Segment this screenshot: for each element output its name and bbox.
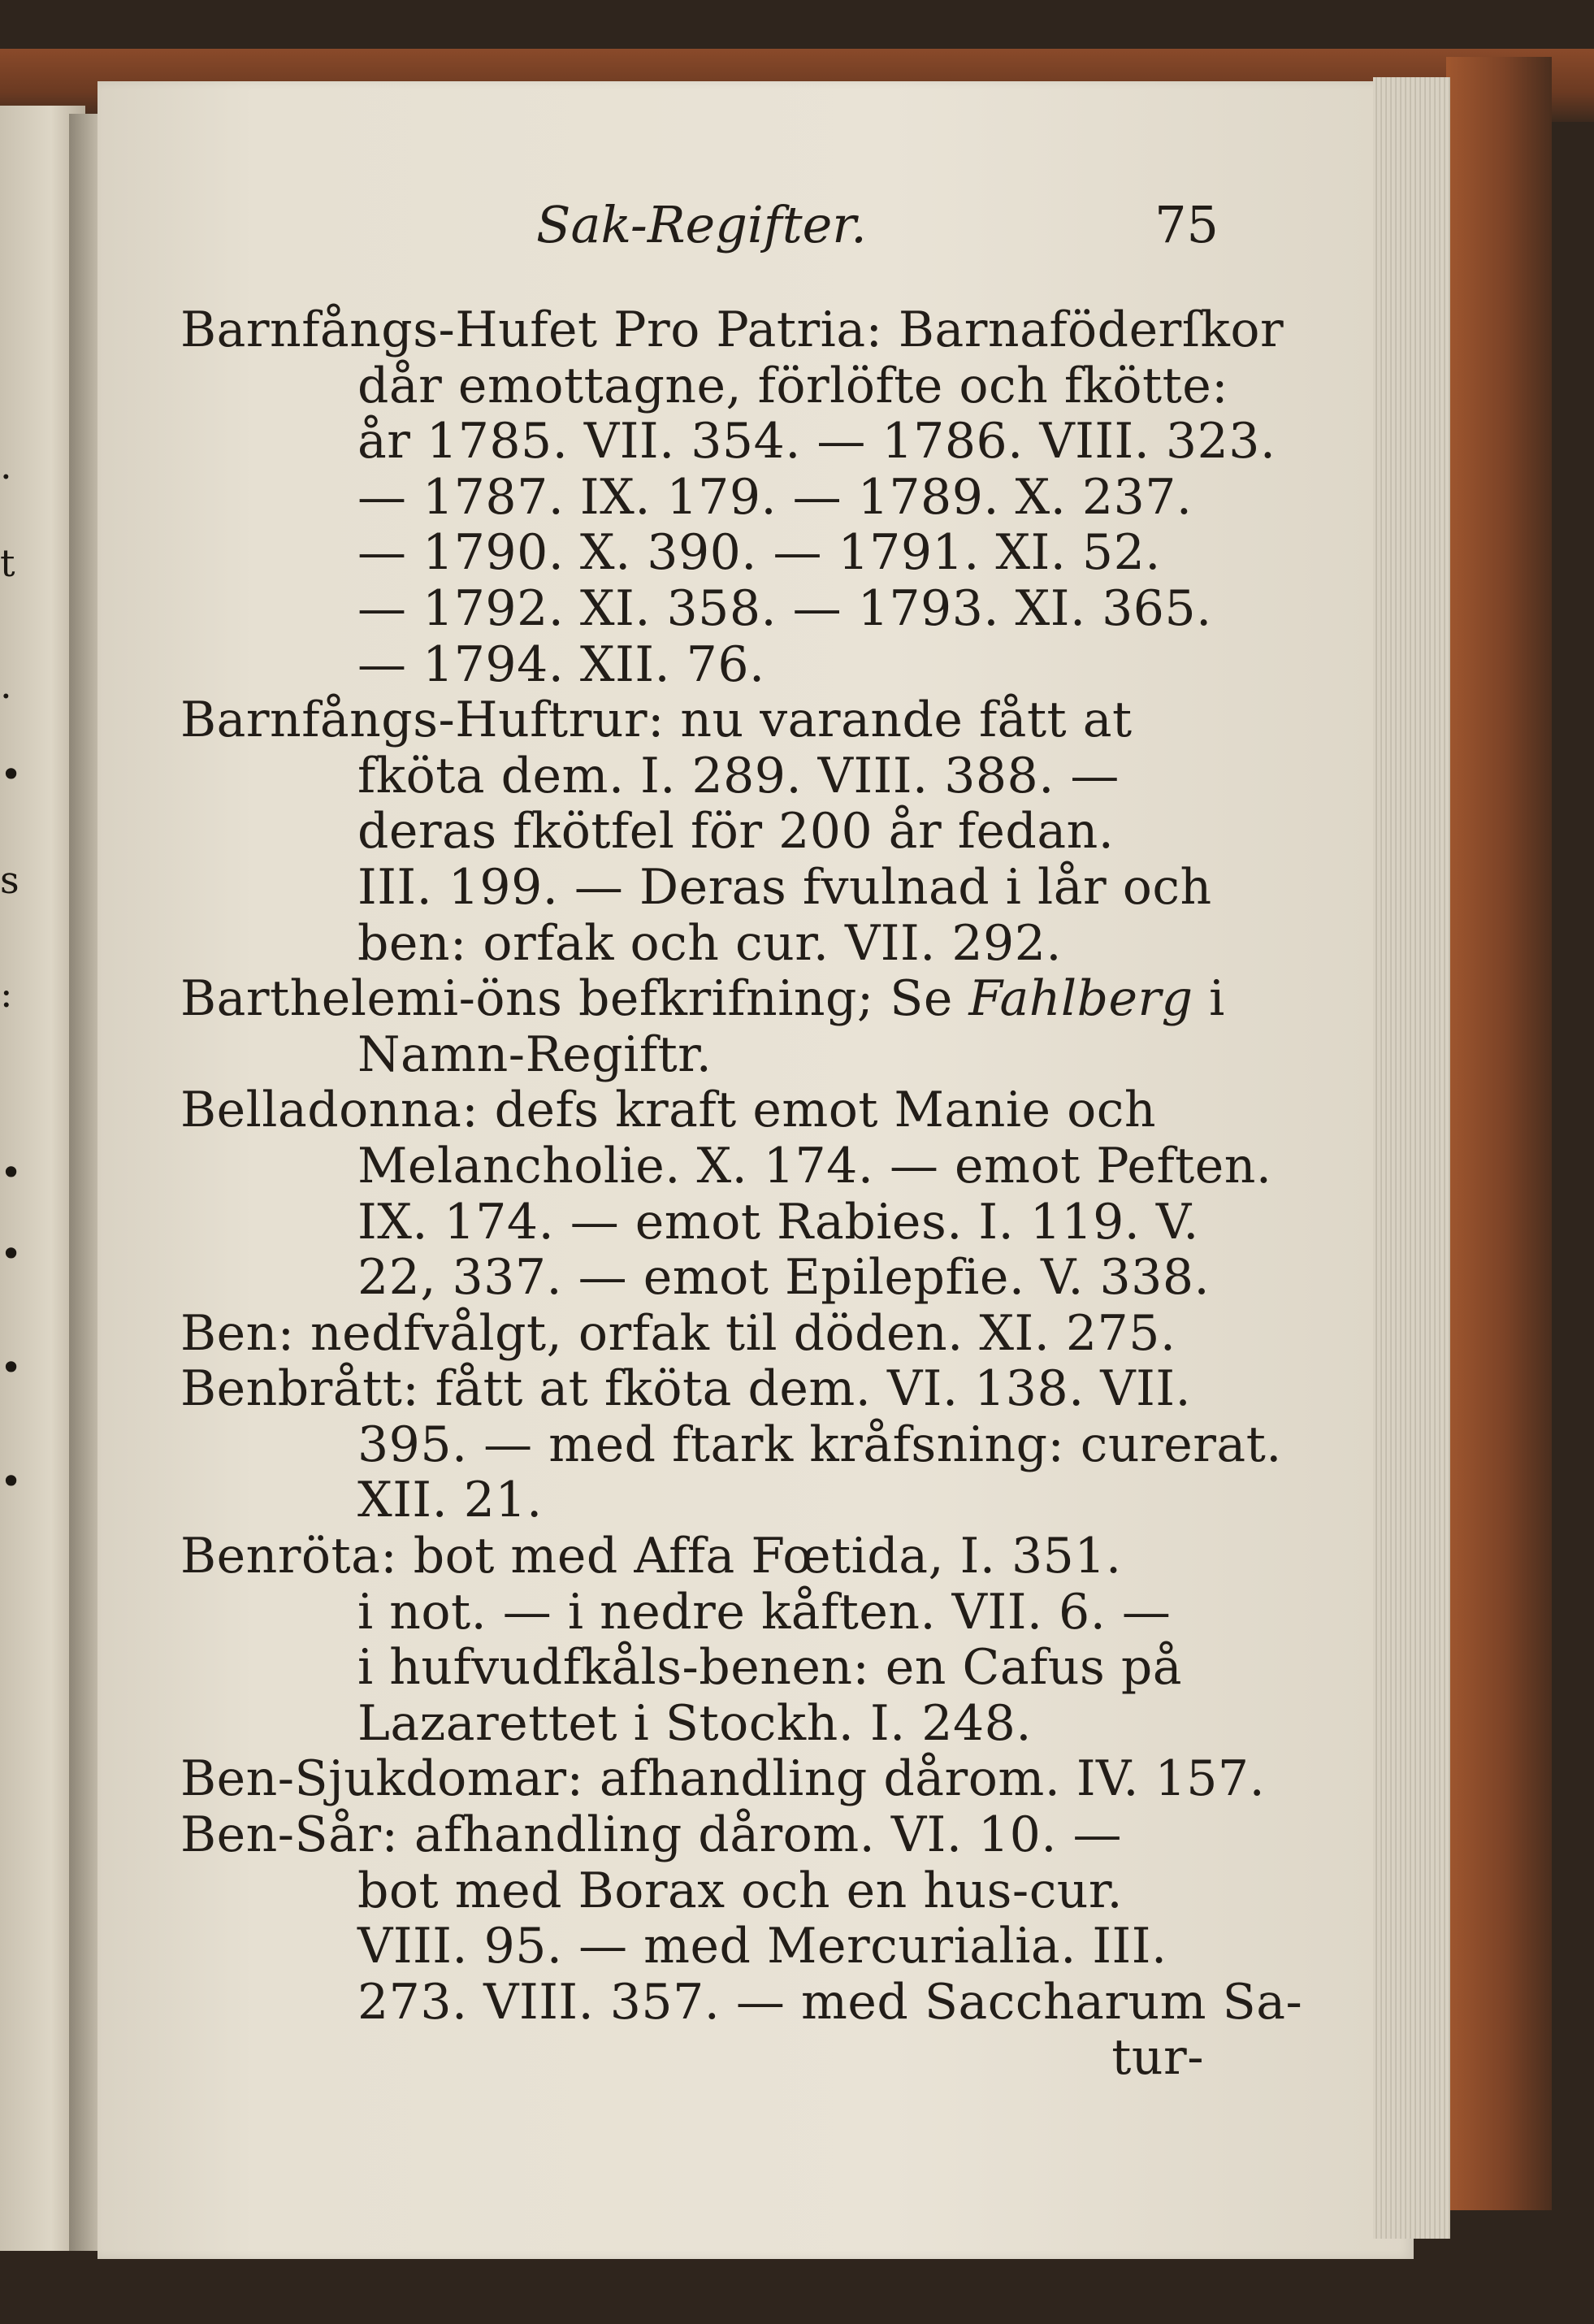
line-text: Ben-Sjukdomar: afhandling dårom. IV. 157. (180, 1750, 1266, 1808)
line-text: Namn-Regiftr. (357, 1025, 713, 1083)
index-continuation-line (180, 637, 1204, 693)
line-text: i hufvudfkåls-benen: en Cafus på (357, 1639, 1183, 1697)
index-continuation-line (180, 1696, 1204, 1752)
line-tail: i (1193, 970, 1225, 1028)
line-text: fköta dem. I. 289. VIII. 388. — (357, 747, 1120, 804)
index-continuation-line (180, 1919, 1204, 1975)
facing-page-mark: • (0, 1232, 23, 1276)
index-continuation-line (180, 579, 1212, 637)
line-text: tur- (1111, 2029, 1204, 2087)
line-text: dår emottagne, förlöfte och fkötte: (357, 357, 1228, 414)
index-entry-line (180, 1082, 1204, 1138)
index-continuation-line (180, 916, 1204, 972)
line-text: Barthelemi-öns befkrifning; Se (180, 970, 969, 1028)
index-continuation-line (180, 525, 1204, 581)
index-entry-line (180, 1306, 1204, 1362)
line-text: bot med Borax och en hus-cur. (357, 1862, 1124, 1919)
index-text-body (180, 301, 1303, 2087)
line-text: Benröta: bot med Affa Fœtida, I. 351. (180, 1528, 1122, 1585)
index-entry-line (180, 301, 1284, 358)
facing-page-mark: • (0, 1346, 23, 1390)
index-continuation-line (180, 1249, 1211, 1307)
line-text: i not. — i nedre kåften. VII. 6. — (357, 1583, 1172, 1641)
index-continuation-line (180, 413, 1276, 470)
leather-cover-right (1446, 57, 1552, 2210)
line-text: VIII. 95. — med Mercurialia. III. (357, 1918, 1167, 1975)
line-text: Melancholie. X. 174. — emot Peften. (357, 1137, 1272, 1195)
line-text: Lazarettet i Stockh. I. 248. (357, 1694, 1032, 1752)
line-text: — 1792. XI. 358. — 1793. XI. 365. (357, 579, 1212, 637)
line-text: deras fkötfel för 200 år fedan. (357, 803, 1115, 861)
index-continuation-line (180, 858, 1212, 916)
index-continuation-line (180, 1027, 1204, 1083)
line-text: Ben-Sår: afhandling dårom. VI. 10. — (180, 1806, 1122, 1864)
facing-page-mark: . (0, 663, 12, 707)
line-text: 22, 337. — emot Epilepfie. V. 338. (357, 1249, 1211, 1307)
line-text: Barnfångs-Huftrur: nu varande fått at (180, 692, 1133, 749)
line-text: IX. 174. — emot Rabies. I. 119. V. (357, 1193, 1199, 1251)
index-continuation-line (180, 1416, 1282, 1473)
index-entry-line (180, 1528, 1204, 1585)
line-text: — 1790. X. 390. — 1791. XI. 52. (357, 524, 1161, 582)
index-entry-line (180, 1361, 1204, 1417)
index-continuation-line (180, 470, 1204, 526)
index-continuation-line (180, 1863, 1204, 1919)
line-text: III. 199. — Deras fvulnad i lår och (357, 858, 1212, 916)
index-entry-line (180, 1750, 1266, 1808)
page-block-edges (1373, 77, 1450, 2239)
line-text: ben: orfak och cur. VII. 292. (357, 914, 1062, 972)
line-text: Ben: nedfvålgt, orfak til döden. XI. 275. (180, 1304, 1176, 1362)
line-text: — 1787. IX. 179. — 1789. X. 237. (357, 468, 1193, 526)
line-text: Barnfångs-Hufet Pro Patria: Barnaföderſkor (180, 301, 1284, 358)
line-text: — 1794. XII. 76. (357, 635, 765, 693)
index-continuation-line (180, 357, 1228, 414)
running-header (536, 195, 1219, 268)
index-continuation-line (180, 1973, 1303, 2031)
line-text: år 1785. VII. 354. — 1786. VIII. 323. (357, 413, 1276, 470)
index-continuation-line (180, 2030, 1204, 2086)
line-text: 273. VIII. 357. — med Saccharum Sa- (357, 1973, 1303, 2031)
index-entry-line (180, 1807, 1204, 1863)
index-continuation-line (180, 1472, 1204, 1528)
facing-page-mark: . (0, 444, 12, 488)
facing-page-mark: : (0, 972, 13, 1016)
index-entry-line (180, 692, 1204, 748)
facing-page-mark: • (0, 1459, 23, 1503)
facing-page-mark: • (0, 1151, 23, 1195)
index-continuation-line (180, 804, 1204, 860)
facing-page-mark: s (0, 858, 19, 902)
index-entry-line (180, 970, 1225, 1028)
index-continuation-line (180, 1195, 1204, 1251)
line-text: 395. — med ftark kråfsning: curerat. (357, 1416, 1282, 1473)
index-continuation-line (180, 1640, 1204, 1696)
line-text: XII. 21. (357, 1472, 543, 1529)
running-title: Sak-Regifter. (536, 195, 867, 254)
index-continuation-line (180, 1137, 1272, 1195)
page-number: 75 (1154, 195, 1219, 254)
index-continuation-line (180, 1585, 1204, 1641)
line-text: Belladonna: defs kraft emot Manie och (180, 1082, 1157, 1139)
facing-page-mark: t (0, 541, 15, 585)
line-text: Benbrått: fått at fköta dem. VI. 138. VII. (180, 1360, 1192, 1418)
index-continuation-line (180, 748, 1204, 804)
facing-page-mark: • (0, 752, 23, 796)
line-italic-name: Fahlberg (968, 970, 1193, 1028)
